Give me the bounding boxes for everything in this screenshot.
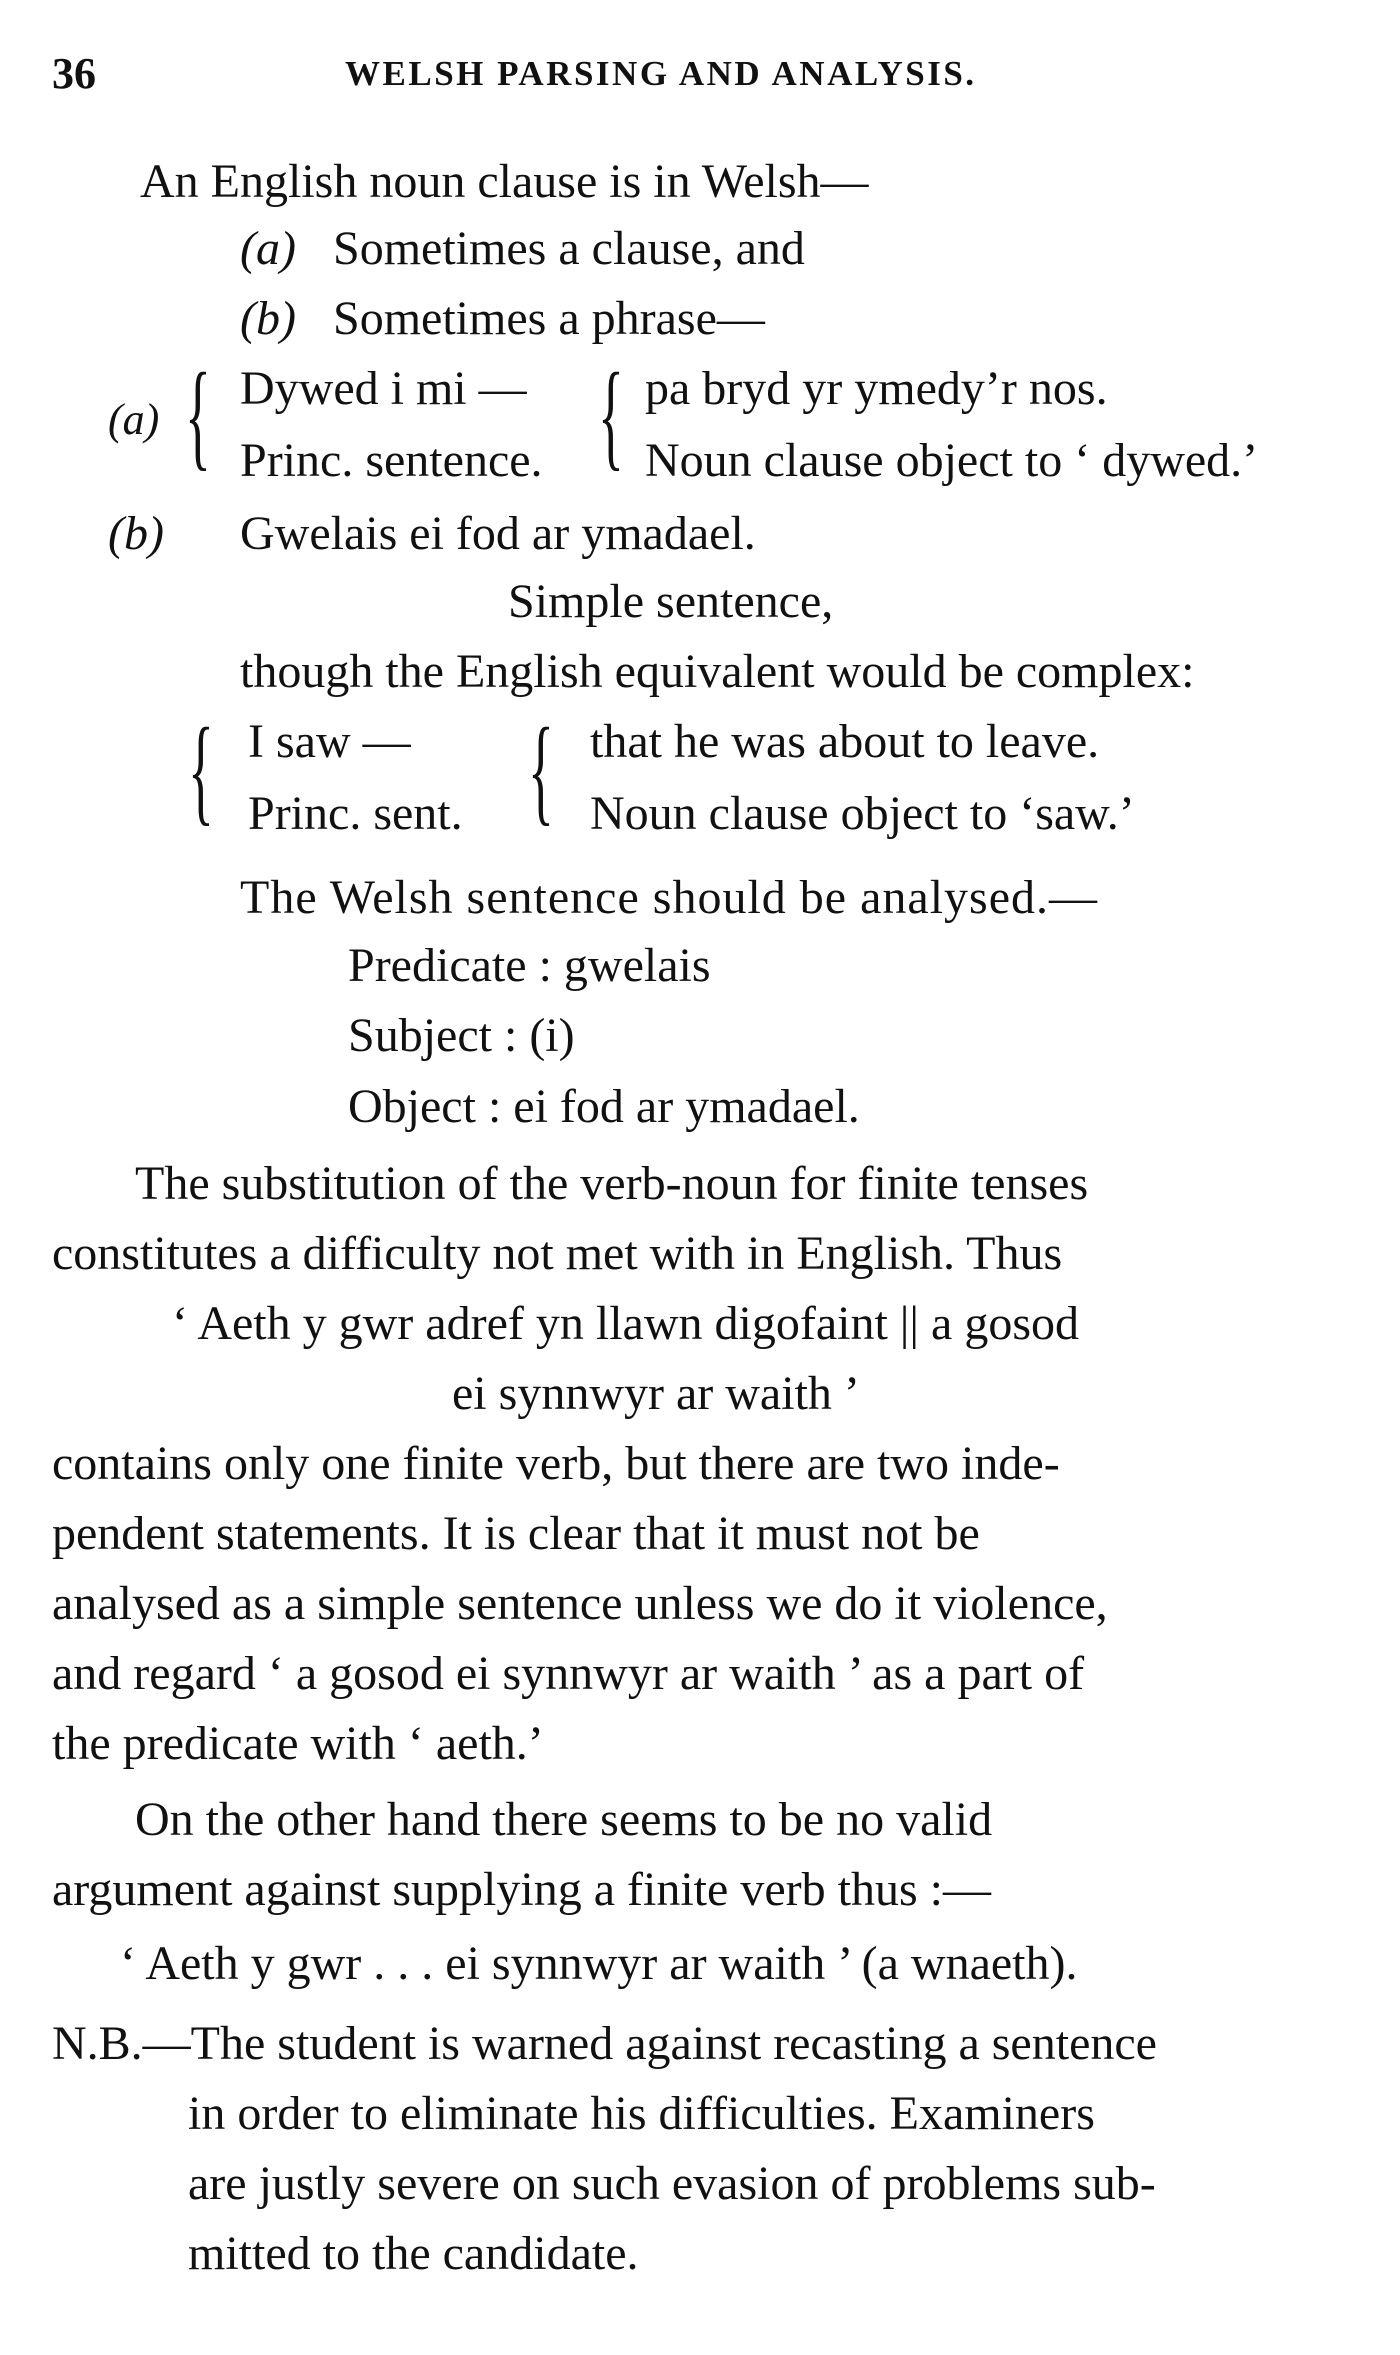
example-b-sentence: Gwelais ei fod ar ymadael. — [240, 507, 756, 560]
right-brace-b: { — [528, 703, 554, 836]
analysis-predicate: Predicate : gwelais — [348, 939, 711, 992]
analysis-intro: The Welsh sentence should be analysed.— — [240, 871, 1099, 924]
example-b-comment: though the English equivalent would be complex: — [240, 645, 1195, 698]
example-a-left-bottom: Princ. sentence. — [240, 434, 543, 487]
paragraph-1-line-5: analysed as a simple sentence unless we do it violence, — [52, 1577, 1108, 1630]
left-brace-b: { — [188, 703, 214, 836]
middle-brace: { — [598, 348, 624, 481]
paragraph-1-line-3: contains only one finite verb, but there are two inde- — [52, 1437, 1060, 1490]
paragraph-2-quote: ‘ Aeth y gwr . . . ei synnwyr ar waith ’ (a wnaeth). — [120, 1937, 1078, 1990]
intro-line: An English noun clause is in Welsh— — [140, 155, 869, 208]
quote-line-2: ei synnwyr ar waith ’ — [452, 1367, 860, 1420]
example-a-left-top: Dywed i mi — — [240, 362, 527, 415]
option-a-marker: (a) — [240, 222, 296, 275]
example-b-right-bottom: Noun clause object to ‘saw.’ — [590, 787, 1135, 840]
quote-line-1: ‘ Aeth y gwr adref yn llawn digofaint || a gosod — [172, 1297, 1080, 1350]
paragraph-1-line-2: constitutes a difficulty not met with in English. Thus — [52, 1227, 1063, 1280]
option-a-text: Sometimes a clause, and — [333, 222, 805, 275]
paragraph-1-line-6: and regard ‘ a gosod ei synnwyr ar waith ’ as a part of — [52, 1647, 1085, 1700]
running-title: WELSH PARSING AND ANALYSIS. — [345, 54, 977, 93]
nb-line-3: are justly severe on such evasion of problems sub- — [188, 2157, 1156, 2210]
example-b-label: (b) — [108, 507, 164, 560]
paragraph-1-line-4: pendent statements. It is clear that it must not be — [52, 1507, 980, 1560]
nb-line-1: N.B.—The student is warned against recasting a sentence — [52, 2017, 1157, 2070]
nb-line-4: mitted to the candidate. — [188, 2227, 639, 2280]
option-b-text: Sometimes a phrase— — [333, 292, 765, 345]
example-b-note: Simple sentence, — [508, 575, 834, 628]
nb-line-2: in order to eliminate his difficulties. Examiners — [188, 2087, 1095, 2140]
analysis-object: Object : ei fod ar ymadael. — [348, 1080, 860, 1133]
example-a-right-bottom: Noun clause object to ‘ dywed.’ — [645, 434, 1259, 487]
paragraph-2-line-2: argument against supplying a finite verb thus :— — [52, 1863, 991, 1916]
paragraph-1-line-7: the predicate with ‘ aeth.’ — [52, 1717, 544, 1770]
example-b-left-bottom: Princ. sent. — [248, 787, 463, 840]
example-b-left-top: I saw — — [248, 715, 411, 768]
analysis-subject: Subject : (i) — [348, 1009, 575, 1062]
paragraph-2-line-1: On the other hand there seems to be no valid — [135, 1793, 993, 1846]
paragraph-1-line-1: The substitution of the verb-noun for finite tenses — [135, 1157, 1089, 1210]
example-a-right-top: pa bryd yr ymedy’r nos. — [645, 362, 1108, 415]
example-a-label: (a) — [108, 395, 160, 444]
left-brace: { — [185, 348, 211, 481]
option-b-marker: (b) — [240, 292, 296, 345]
page-number: 36 — [52, 49, 96, 98]
example-b-right-top: that he was about to leave. — [590, 715, 1100, 768]
